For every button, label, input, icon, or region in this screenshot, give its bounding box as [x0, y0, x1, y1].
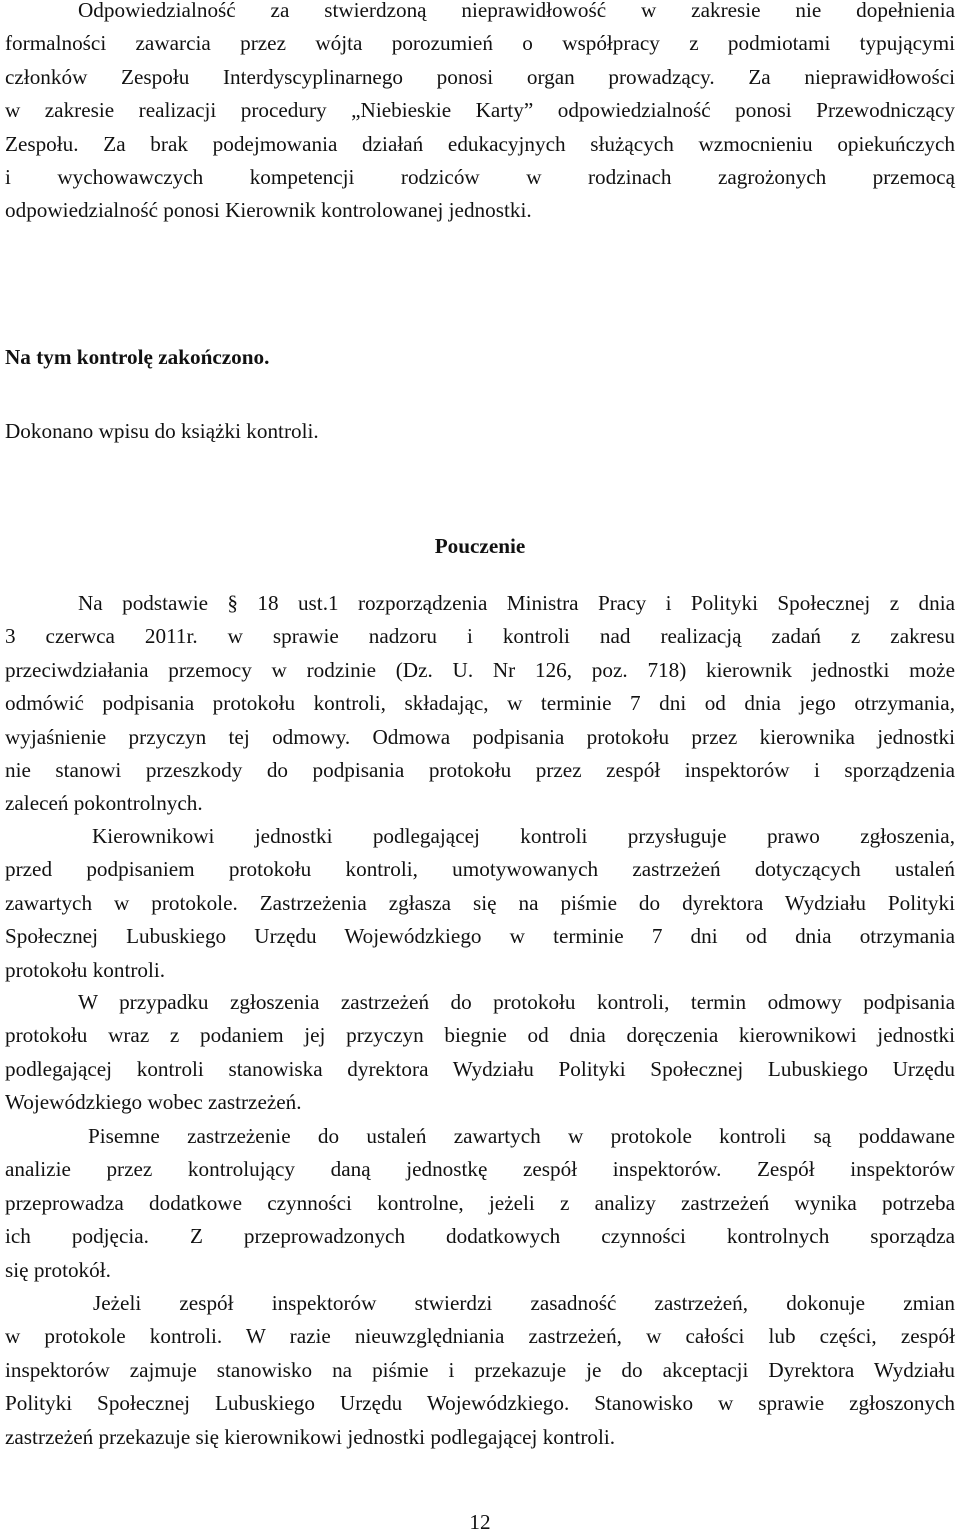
text-line: podlegającej kontroli stanowiska dyrektora Wydziału Polityki Społecznej Lubuskiego Urzędu: [5, 1056, 955, 1081]
book-entry-note: Dokonano wpisu do książki kontroli.: [5, 419, 319, 443]
text-line: nie stanowi przeszkody do podpisania protokołu przez zespół inspektorów i sporządzenia: [5, 758, 955, 783]
text-line: Pisemne zastrzeżenie do ustaleń zawartych w protokole kontroli są poddawane: [88, 1124, 955, 1148]
text-line: w protokole kontroli. W razie nieuwzględniania zastrzeżeń, w całości lub części, zespół: [5, 1324, 955, 1349]
text-line: inspektorów zajmuje stanowisko na piśmie i przekazuje je do akceptacji Dyrektora Wydziału: [5, 1357, 955, 1382]
text-line: Kierownikowi jednostki podlegającej kontroli przysługuje prawo zgłoszenia,: [92, 824, 955, 848]
paragraph-objections-right: [5, 820, 955, 987]
pouczenie-heading: Pouczenie: [434, 534, 526, 558]
text-line: formalności zawarcia przez wójta porozumień o współpracy z podmiotami typującymi: [5, 31, 955, 56]
text-line: odmówić podpisania protokołu kontroli, składając, w terminie 7 dni od dnia jego otrzymania,: [5, 691, 955, 716]
text-line: przed podpisaniem protokołu kontroli, umotywowanych zastrzeżeń dotyczących ustaleń: [5, 857, 955, 882]
text-line: Odpowiedzialność za stwierdzoną nieprawidłowość w zakresie nie dopełnienia: [78, 0, 955, 22]
text-line: Na podstawie § 18 ust.1 rozporządzenia Ministra Pracy i Polityki Społecznej z dnia: [78, 591, 955, 615]
paragraph-responsibility: [5, 0, 955, 228]
text-line: w zakresie realizacji procedury „Niebieskie Karty” odpowiedzialność ponosi Przewodniczący: [5, 98, 955, 123]
text-line: protokołu kontroli.: [5, 957, 166, 982]
paragraph-protocol-changes: [5, 1287, 955, 1454]
paragraph-objection-analysis: [5, 1120, 955, 1287]
text-line: Zespołu. Za brak podejmowania działań edukacyjnych służących wzmocnieniu opiekuńczych: [5, 131, 955, 156]
text-line: zaleceń pokontrolnych.: [5, 791, 203, 816]
text-line: przeprowadza dodatkowe czynności kontrolne, jeżeli z analizy zastrzeżeń wynika potrzeba: [5, 1190, 955, 1215]
text-line: analizie przez kontrolujący daną jednostkę zespół inspektorów. Zespół inspektorów: [5, 1157, 955, 1182]
text-line: W przypadku zgłoszenia zastrzeżeń do protokołu kontroli, termin odmowy podpisania: [78, 990, 955, 1014]
text-line: zawartych w protokole. Zastrzeżenia zgłasza się na piśmie do dyrektora Wydziału Polityki: [5, 890, 955, 915]
text-line: Społecznej Lubuskiego Urzędu Wojewódzkiego w terminie 7 dni od dnia otrzymania: [5, 924, 955, 949]
text-line: wyjaśnienie przyczyn tej odmowy. Odmowa podpisania protokołu przez kierownika jednostki: [5, 724, 955, 749]
text-line: się protokół.: [5, 1257, 111, 1282]
paragraph-refusal-deadline: [5, 986, 955, 1120]
text-line: Jeżeli zespół inspektorów stwierdzi zasadność zastrzeżeń, dokonuje zmian: [93, 1291, 955, 1315]
text-line: zastrzeżeń przekazuje się kierownikowi jednostki podlegającej kontroli.: [5, 1424, 616, 1449]
text-line: i wychowawczych kompetencji rodziców w rodzinach zagrożonych przemocą: [5, 165, 955, 190]
text-line: protokołu wraz z podaniem jej przyczyn biegnie od dnia doręczenia kierownikowi jednostki: [5, 1023, 955, 1048]
text-line: odpowiedzialność ponosi Kierownik kontrolowanej jednostki.: [5, 198, 532, 223]
text-line: 3 czerwca 2011r. w sprawie nadzoru i kontroli nad realizacją zadań z zakresu: [5, 624, 955, 649]
paragraph-legal-basis: [5, 587, 955, 821]
text-line: Wojewódzkiego wobec zastrzeżeń.: [5, 1090, 302, 1115]
text-line: członków Zespołu Interdyscyplinarnego ponosi organ prowadzący. Za nieprawidłowości: [5, 64, 955, 89]
text-line: Polityki Społecznej Lubuskiego Urzędu Wojewódzkiego. Stanowisko w sprawie zgłoszonych: [5, 1391, 955, 1416]
text-line: przeciwdziałania przemocy w rodzinie (Dz. U. Nr 126, poz. 718) kierownik jednostki może: [5, 657, 955, 682]
closing-heading: Na tym kontrolę zakończono.: [5, 345, 270, 369]
text-line: ich podjęcia. Z przeprowadzonych dodatkowych czynności kontrolnych sporządza: [5, 1224, 955, 1249]
page-number: 12: [469, 1510, 491, 1534]
